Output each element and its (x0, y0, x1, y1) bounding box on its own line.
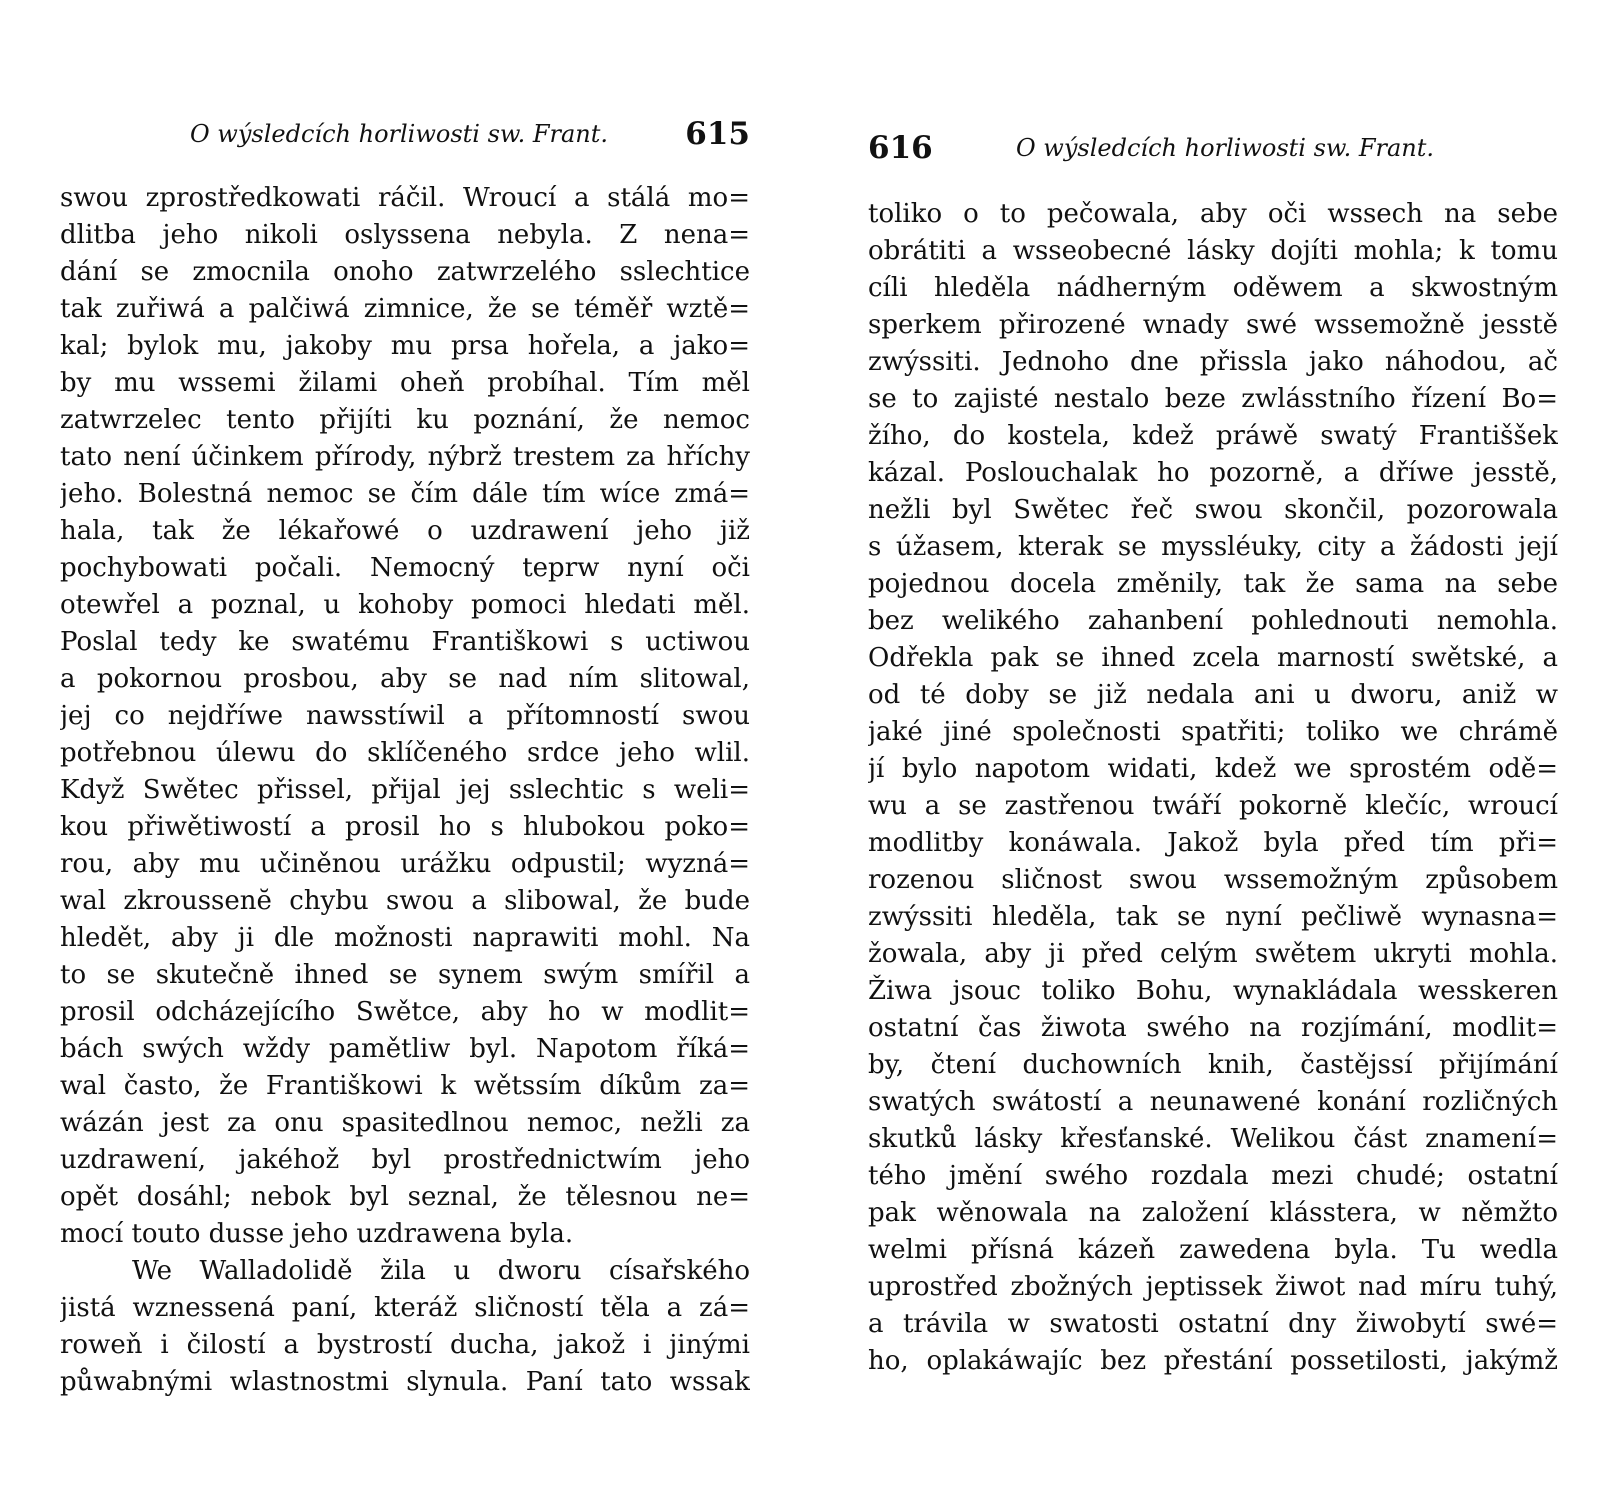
left-running-head (60, 110, 750, 158)
text-line: jaké jiné společnosti spatřiti; toliko we chrámě (868, 717, 1558, 747)
text-line: pak wěnowala na založení klásstera, w němžto (868, 1198, 1558, 1228)
text-line: žowala, aby ji před celým swětem ukryti mohla. (868, 939, 1558, 969)
text-line: tého jmění swého rozdala mezi chudé; ostatní (868, 1161, 1558, 1191)
text-line: toliko o to pečowala, aby oči wssech na sebe (868, 199, 1558, 229)
text-line: tak zuřiwá a palčiwá zimnice, že se téměř wztě= (60, 294, 750, 324)
text-line: tato není účinkem přírody, nýbrž trestem za hříchy (60, 442, 750, 472)
paragraph-first-line: We Walladolidě žila u dworu císařského (132, 1256, 750, 1286)
text-line: zwýssiti hleděla, tak se nyní pečliwě wynasna= (868, 902, 1558, 932)
text-line: swou zprostředkowati ráčil. Wroucí a stálá mo= (60, 183, 750, 213)
text-line: hledět, aby ji dle možnosti naprawiti mohl. Na (60, 923, 750, 953)
text-line: od té doby se již nedala ani u dworu, aniž w (868, 680, 1558, 710)
right-page-number: 616 (868, 130, 933, 166)
text-line: skutků lásky křesťanské. Welikou část znamení= (868, 1124, 1558, 1154)
text-line: kou přiwětiwostí a prosil ho s hlubokou poko= (60, 812, 750, 842)
text-line: uprostřed zbožných jeptissek žiwot nad míru tuhý, (868, 1272, 1558, 1302)
left-text-block (60, 180, 750, 1401)
text-line: Žiwa jsouc toliko Bohu, wynakládala wesskeren (868, 976, 1558, 1006)
text-line: Poslal tedy ke swatému Františkowi s uctiwou (60, 627, 750, 657)
text-line: bách swých wždy pamětliw byl. Napotom říká= (60, 1034, 750, 1064)
text-line: nežli byl Swětec řeč swou skončil, pozorowala (868, 495, 1558, 525)
text-line: hala, tak že lékařowé o uzdrawení jeho již (60, 516, 750, 546)
text-line: opět dosáhl; nebok byl seznal, že tělesnou ne= (60, 1182, 750, 1212)
text-line: kal; bylok mu, jakoby mu prsa hořela, a jako= (60, 331, 750, 361)
text-line: jej co nejdříwe nawsstíwil a přítomností swou (60, 701, 750, 731)
text-line: by, čtení duchowních knih, častějssí přijímání (868, 1050, 1558, 1080)
text-line: a pokornou prosbou, aby se nad ním slitowal, (60, 664, 750, 694)
text-line: wázán jest za onu spasitedlnou nemoc, nežli za (60, 1108, 750, 1138)
text-line: sperkem přirozené wnady swé wssemožně jesstě (868, 310, 1558, 340)
text-line: rou, aby mu učiněnou urážku odpustil; wyzná= (60, 849, 750, 879)
text-line: ho, oplakáwajíc bez přestání possetilosti, jakýmž (868, 1346, 1558, 1376)
text-line: uzdrawení, jakéhož byl prostřednictwím jeho (60, 1145, 750, 1175)
left-running-title: O wýsledcích horliwosti sw. Frant. (190, 120, 609, 148)
left-page-number: 615 (685, 116, 750, 152)
text-line: pochybowati počali. Nemocný teprw nyní oči (60, 553, 750, 583)
text-line: a trávila w swatosti ostatní dny žiwobytí swé= (868, 1309, 1558, 1339)
text-line: obrátiti a wsseobecné lásky dojíti mohla; k tomu (868, 236, 1558, 266)
text-line: se to zajisté nestalo beze zwlásstního řízení Bo= (868, 384, 1558, 414)
text-line: wal zkroussenĕ chybu swou a slibowal, že bude (60, 886, 750, 916)
text-line: swatých swátostí a neunawené konání rozličných (868, 1087, 1558, 1117)
text-line: welmi přísná kázeň zawedena byla. Tu wedla (868, 1235, 1558, 1265)
right-text-block (868, 196, 1558, 1380)
text-line: Když Swětec přissel, přijal jej sslechtic s weli= (60, 775, 750, 805)
text-line: žího, do kostela, kdež práwě swatý Františšek (868, 421, 1558, 451)
text-line: jistá wznessená paní, kteráž sličností těla a zá= (60, 1293, 750, 1323)
text-line: by mu wssemi žilami oheň probíhal. Tím měl (60, 368, 750, 398)
left-page (60, 0, 750, 1500)
text-line: wal často, že Františkowi k wětssím díkům za= (60, 1071, 750, 1101)
text-line: dlitba jeho nikoli oslyssena nebyla. Z nena= (60, 220, 750, 250)
text-line: ostatní čas žiwota swého na rozjímání, modlit= (868, 1013, 1558, 1043)
text-line: půwabnými wlastnostmi slynula. Paní tato wssak (60, 1367, 750, 1397)
text-line: pojednou docela změnily, tak že sama na sebe (868, 569, 1558, 599)
text-line: bez welikého zahanbení pohlednouti nemohla. (868, 606, 1558, 636)
text-line: s úžasem, kterak se myssléuky, city a žádosti její (868, 532, 1558, 562)
text-line: dání se zmocnila onoho zatwrzelého sslechtice (60, 257, 750, 287)
right-page (868, 0, 1558, 1500)
text-line: modlitby konáwala. Jakož byla před tím při= (868, 828, 1558, 858)
text-line: zwýssiti. Jednoho dne přissla jako náhodou, ač (868, 347, 1558, 377)
right-running-title: O wýsledcích horliwosti sw. Frant. (1016, 134, 1435, 162)
text-line: jí bylo napotom widati, kdež we sprostém odě= (868, 754, 1558, 784)
text-line: rozenou sličnost swou wssemožným způsobem (868, 865, 1558, 895)
text-line: to se skutečně ihned se synem swým smířil a (60, 960, 750, 990)
text-line: wu a se zastřenou twáří pokorně klečíc, wroucí (868, 791, 1558, 821)
text-line: otewřel a poznal, u kohoby pomoci hledati měl. (60, 590, 750, 620)
text-line: prosil odcházejícího Swětce, aby ho w modlit= (60, 997, 750, 1027)
right-running-head (868, 124, 1558, 172)
text-line: kázal. Poslouchalak ho pozorně, a dříwe jesstě, (868, 458, 1558, 488)
text-line: zatwrzelec tento přijíti ku poznání, že nemoc (60, 405, 750, 435)
text-line: roweň i čilostí a bystrostí ducha, jakož i jinými (60, 1330, 750, 1360)
text-line: jeho. Bolestná nemoc se čím dále tím wíce zmá= (60, 479, 750, 509)
text-line: cíli hleděla nádherným oděwem a skwostným (868, 273, 1558, 303)
text-line: potřebnou úlewu do sklíčeného srdce jeho wlil. (60, 738, 750, 768)
text-line: mocí touto dusse jeho uzdrawena byla. (60, 1219, 574, 1249)
text-line: Odřekla pak se ihned zcela marností swětské, a (868, 643, 1558, 673)
